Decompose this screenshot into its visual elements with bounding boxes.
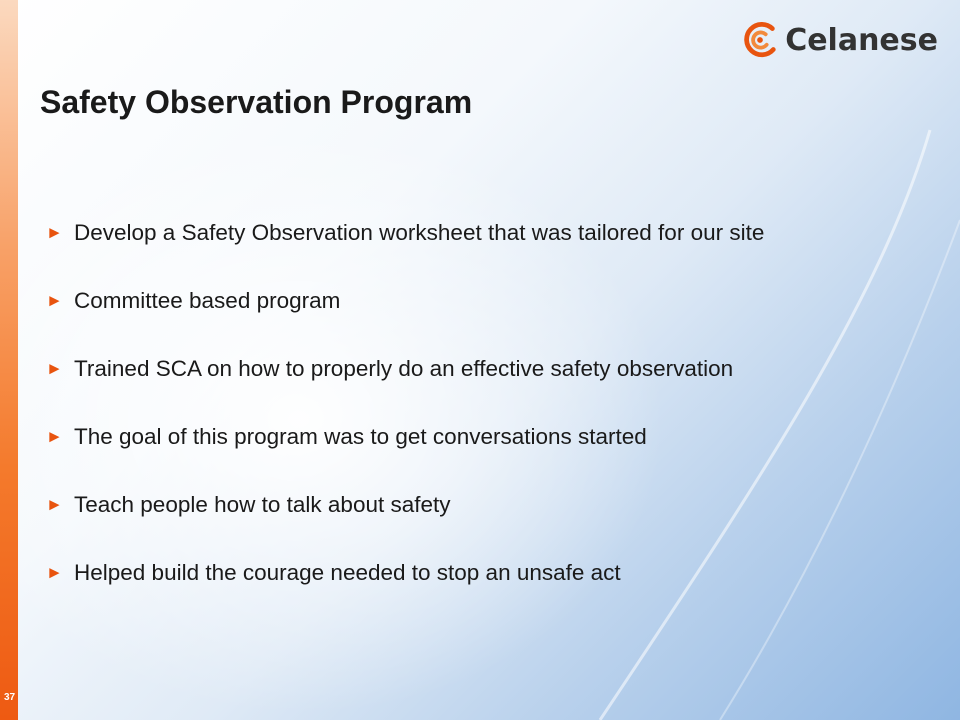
logo-text: Celanese (785, 22, 938, 58)
bullet-text: The goal of this program was to get conversations started (74, 424, 647, 449)
slide-title: Safety Observation Program (40, 84, 473, 120)
page-number: 37 (4, 692, 16, 703)
bullet-arrow-icon: ► (46, 359, 63, 378)
bullet-text: Committee based program (74, 288, 341, 313)
bullet-item (46, 548, 926, 597)
bullet-arrow-icon: ► (46, 563, 63, 582)
bullet-text: Teach people how to talk about safety (74, 492, 451, 517)
bullet-arrow-icon: ► (46, 223, 63, 242)
bullet-item (46, 276, 926, 325)
bullet-item (46, 344, 926, 393)
bullet-text: Helped build the courage needed to stop an unsafe act (74, 560, 621, 585)
bullet-text: Develop a Safety Observation worksheet that was tailored for our site (74, 220, 765, 245)
celanese-swirl-icon (741, 21, 779, 59)
bullet-arrow-icon: ► (46, 495, 63, 514)
bullet-item (46, 412, 926, 461)
bullet-arrow-icon: ► (46, 427, 63, 446)
bullet-arrow-icon: ► (46, 291, 63, 310)
bullet-item (46, 208, 926, 257)
bullet-list (46, 208, 926, 616)
bullet-item (46, 480, 926, 529)
celanese-logo (741, 18, 938, 62)
bullet-text: Trained SCA on how to properly do an effective safety observation (74, 356, 734, 381)
